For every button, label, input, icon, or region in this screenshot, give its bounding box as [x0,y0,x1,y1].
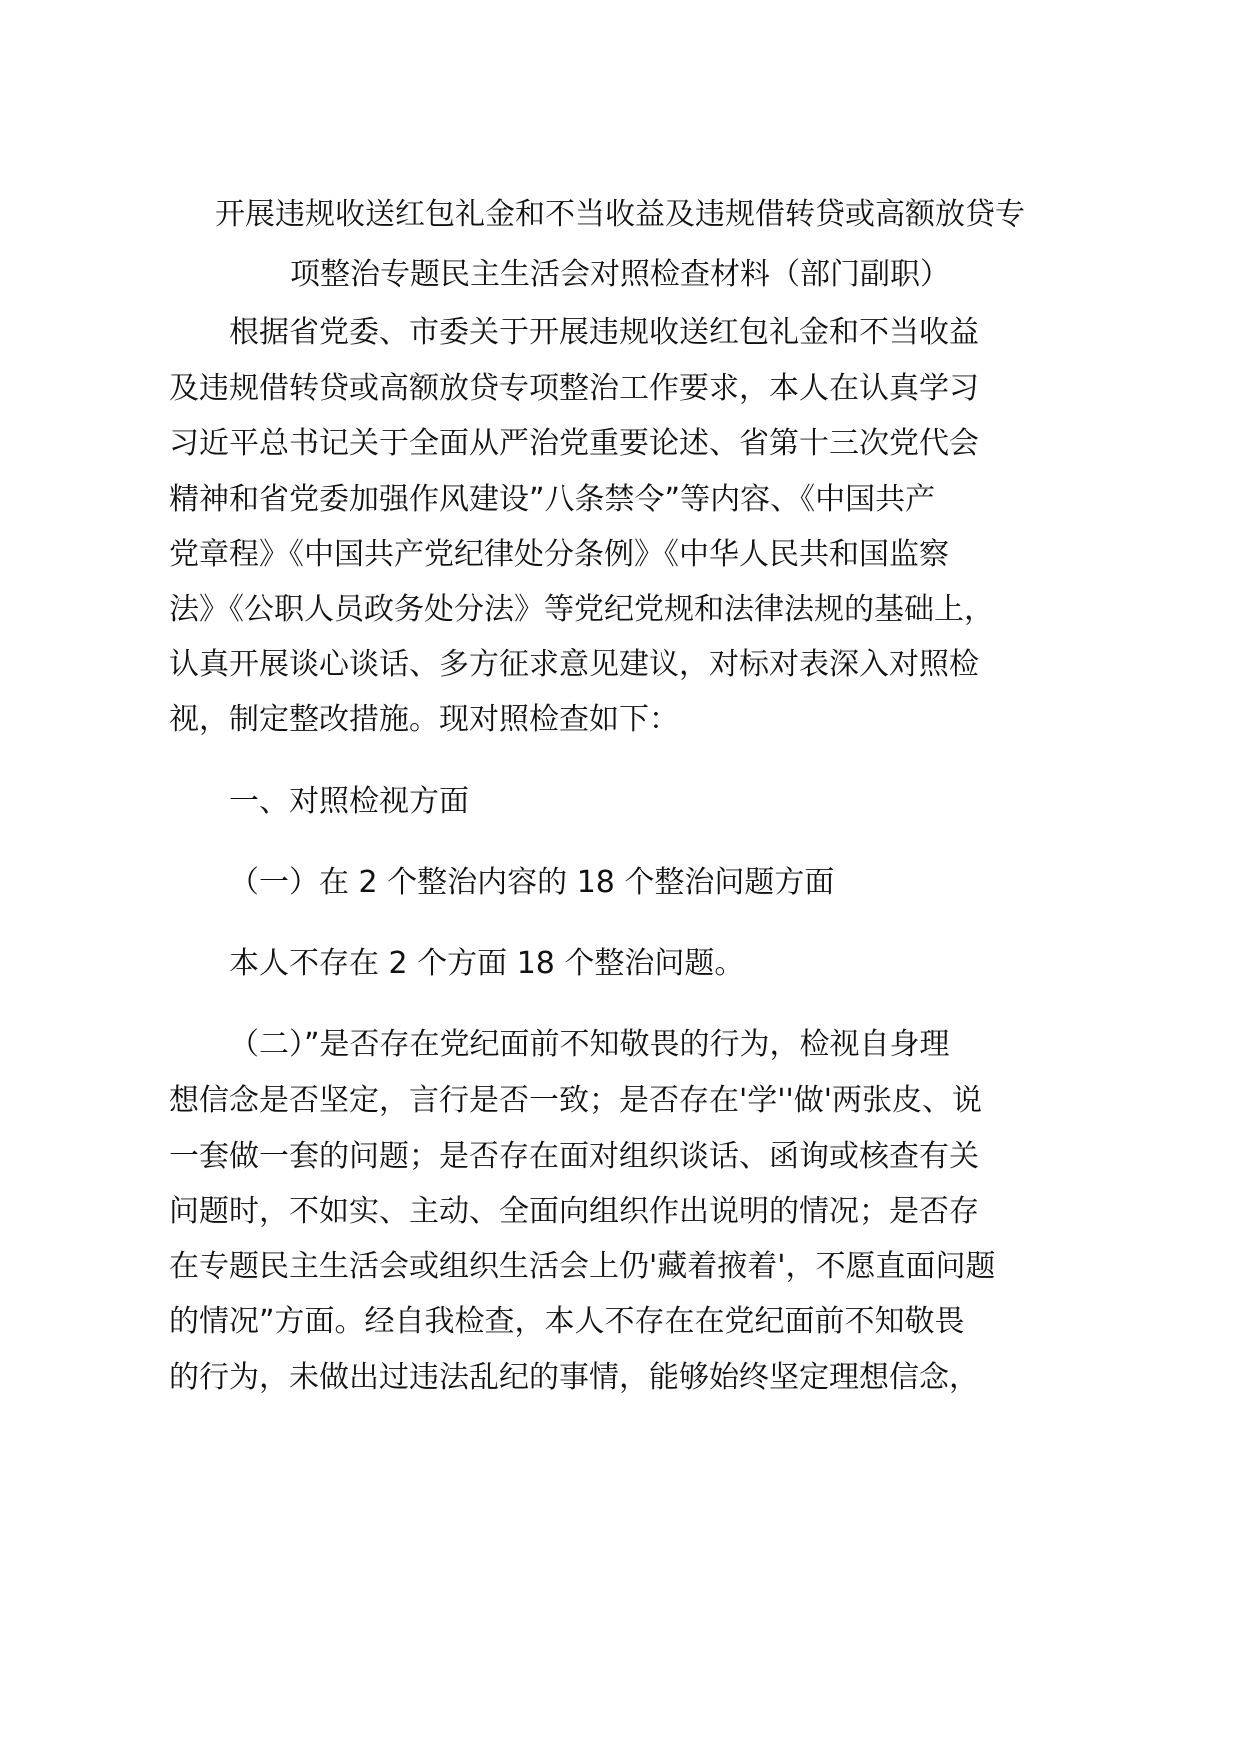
document-title-line-2: 项整治专题民主生活会对照检查材料（部门副职） [290,257,950,292]
paragraph-line: 习近平总书记关于全面从严治党重要论述、省第十三次党代会 [169,426,979,461]
paragraph-line: （二）”是否存在党纪面前不知敬畏的行为，检视自身理 [229,1027,950,1062]
paragraph-line: 根据省党委、市委关于开展违规收送红包礼金和不当收益 [229,315,979,350]
paragraph-line: 党章程》《中国共产党纪律处分条例》《中华人民共和国监察 [169,537,949,572]
paragraph-line: 法》《公职人员政务处分法》等党纪党规和法律法规的基础上， [169,592,994,627]
subsection-heading: （一）在 2 个整治内容的 18 个整治问题方面 [229,865,835,900]
paragraph-line: 的情况”方面。经自我检查，本人不存在在党纪面前不知敬畏 [169,1304,965,1339]
paragraph-line: 问题时，不如实、主动、全面向组织作出说明的情况；是否存 [169,1194,979,1229]
paragraph-line: 及违规借转贷或高额放贷专项整治工作要求，本人在认真学习 [169,371,979,406]
paragraph-line: 的行为，未做出过违法乱纪的事情，能够始终坚定理想信念， [169,1360,979,1395]
paragraph-line: 想信念是否坚定，言行是否一致；是否存在'学''做'两张皮、说 [169,1083,982,1118]
paragraph-line: 在专题民主生活会或组织生活会上仍'藏着掖着'，不愿直面问题 [169,1249,996,1284]
paragraph-line: 视，制定整改措施。现对照检查如下： [169,702,679,737]
subsection-statement: 本人不存在 2 个方面 18 个整治问题。 [229,946,745,981]
paragraph-line: 精神和省党委加强作风建设”八条禁令”等内容、《中国共产 [169,482,936,517]
paragraph-line: 一套做一套的问题；是否存在面对组织谈话、函询或核查有关 [169,1139,979,1174]
paragraph-line: 认真开展谈心谈话、多方征求意见建议，对标对表深入对照检 [169,647,979,682]
document-title-line-1: 开展违规收送红包礼金和不当收益及违规借转贷或高额放贷专 [215,197,1025,232]
section-heading: 一、对照检视方面 [229,784,469,819]
